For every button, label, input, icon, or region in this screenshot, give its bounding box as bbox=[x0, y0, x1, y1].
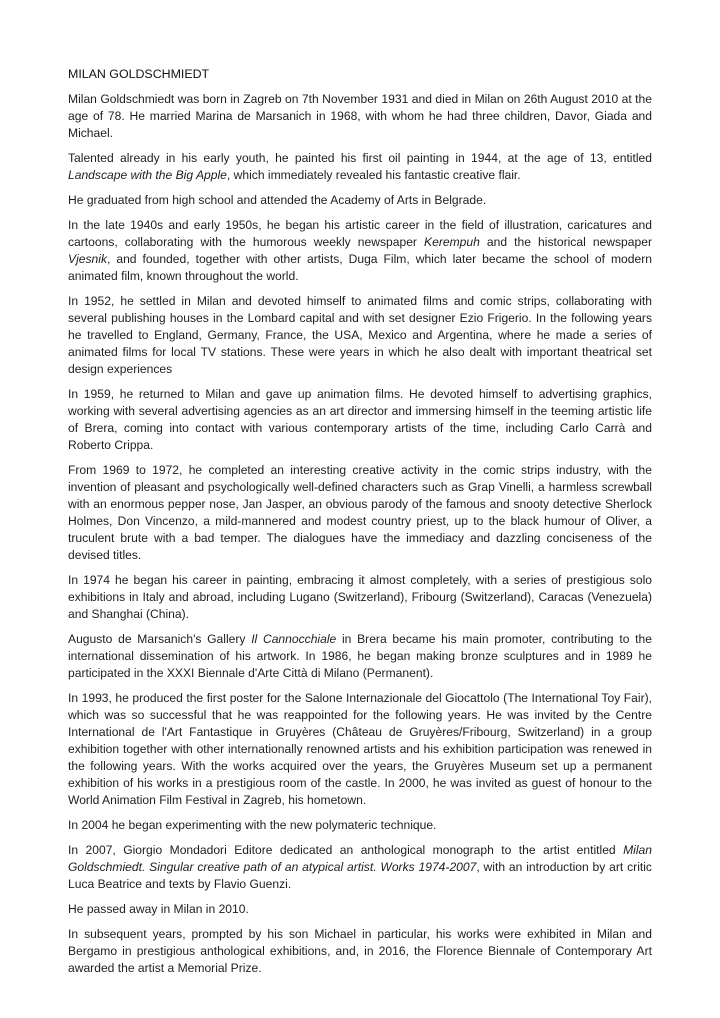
paragraph-text: , with an introduction by art critic Luca Beatrice and texts by Flavio Guenzi. bbox=[68, 860, 652, 891]
paragraph bbox=[68, 462, 652, 564]
paragraph-text: In 1959, he returned to Milan and gave up animation films. He devoted himself to advertising graphics, working with several advertising agencies as an art director and immersing himself in the teeming artistic life of Brera, coming into contact with various contemporary artists of the time, including Carlo Carrà and Roberto Crippa. bbox=[68, 387, 652, 452]
italic-title-text: Milan Goldschmiedt. Singular creative path of an atypical artist. Works 1974-2007 bbox=[68, 843, 652, 874]
paragraph-text: In 1993, he produced the first poster for the Salone Internazionale del Giocattolo (The International Toy Fair), which was so successful that he was reappointed for the following years. He was invited by the Centre International de l'Art Fantastique in Gruyères (Château de Gruyères/Fribourg, Switzerland) in a group exhibition together with other internationally renowned artists and his exhibition participation was renewed in the following years. With the works acquired over the years, the Gruyères Museum set up a permanent exhibition of his works in a prestigious room of the castle. In 2000, he was invited as guest of honour to the World Animation Film Festival in Zagreb, his hometown. bbox=[68, 691, 652, 807]
document-page bbox=[68, 66, 652, 985]
paragraph bbox=[68, 572, 652, 623]
paragraph-text: Augusto de Marsanich's Gallery bbox=[68, 632, 252, 646]
paragraph bbox=[68, 690, 652, 809]
paragraph-text: and the historical newspaper bbox=[479, 235, 652, 249]
paragraph-text: He passed away in Milan in 2010. bbox=[68, 902, 249, 916]
paragraph-text: in Brera became his main promoter, contributing to the international dissemination of his artwork. In 1986, he began making bronze sculptures and in 1989 he participated in the XXXI Biennale d'Arte Città di Milano (Permanent). bbox=[68, 632, 652, 680]
italic-title-text: Il Cannocchiale bbox=[251, 632, 337, 646]
paragraph bbox=[68, 386, 652, 454]
paragraph-text: He graduated from high school and attended the Academy of Arts in Belgrade. bbox=[68, 193, 487, 207]
paragraph-text: , and founded, together with other artists, Duga Film, which later became the school of modern animated film, known throughout the world. bbox=[68, 252, 652, 283]
paragraph-text: Talented already in his early youth, he painted his first oil painting in 1944, at the age of 13, entitled bbox=[68, 151, 652, 165]
document-title: MILAN GOLDSCHMIEDT bbox=[68, 67, 210, 81]
italic-title-text: Kerempuh bbox=[424, 235, 480, 249]
paragraph-text: Milan Goldschmiedt was born in Zagreb on 7th November 1931 and died in Milan on 26th August 2010 at the age of 78. He married Marina de Marsanich in 1968, with whom he had three children, Davor, Giada and Michael. bbox=[68, 92, 652, 140]
paragraph bbox=[68, 192, 652, 209]
paragraph bbox=[68, 293, 652, 378]
paragraph bbox=[68, 150, 652, 184]
paragraph-text: In 2004 he began experimenting with the new polymateric technique. bbox=[68, 818, 437, 832]
paragraph-text: In 1974 he began his career in painting, embracing it almost completely, with a series of prestigious solo exhibitions in Italy and abroad, including Lugano (Switzerland), Fribourg (Switzerland), Caracas (Venezuela) and Shanghai (China). bbox=[68, 573, 652, 621]
paragraph bbox=[68, 842, 652, 893]
paragraph-text: In 1952, he settled in Milan and devoted himself to animated films and comic strips, collaborating with several publishing houses in the Lombard capital and with set designer Ezio Frigerio. In the following years he travelled to England, Germany, France, the USA, Mexico and Argentina, where he made a series of animated films for local TV stations. These were years in which he also dealt with important theatrical set design experiences bbox=[68, 294, 652, 376]
paragraph-text: In 2007, Giorgio Mondadori Editore dedicated an anthological monograph to the artist entitled bbox=[68, 843, 624, 857]
italic-title-text: Landscape with the Big Apple bbox=[68, 168, 227, 182]
paragraph bbox=[68, 817, 652, 834]
paragraph bbox=[68, 926, 652, 977]
paragraph-text: From 1969 to 1972, he completed an interesting creative activity in the comic strips industry, with the invention of pleasant and psychologically well-defined characters such as Grap Vinelli, a harmless screwball with an enormous pepper nose, Jan Jasper, an obvious parody of the famous and snooty detective Sherlock Holmes, Don Vincenzo, a mild-mannered and modest country priest, up to the black humour of Oliver, a truculent brute with a bad temper. The dialogues have the immediacy and dazzling conciseness of the devised titles. bbox=[68, 463, 652, 562]
italic-title-text: Vjesnik bbox=[68, 252, 107, 266]
paragraph-text: In the late 1940s and early 1950s, he began his artistic career in the field of illustration, caricatures and cartoons, collaborating with the humorous weekly newspaper bbox=[68, 218, 652, 249]
paragraph bbox=[68, 217, 652, 285]
paragraph-text: , which immediately revealed his fantastic creative flair. bbox=[226, 168, 521, 182]
paragraph bbox=[68, 901, 652, 918]
paragraph bbox=[68, 631, 652, 682]
paragraph-text: In subsequent years, prompted by his son Michael in particular, his works were exhibited in Milan and Bergamo in prestigious anthological exhibitions, and, in 2016, the Florence Biennale of Contemporary Art awarded the artist a Memorial Prize. bbox=[68, 927, 652, 975]
document-body bbox=[68, 91, 652, 977]
paragraph bbox=[68, 91, 652, 142]
